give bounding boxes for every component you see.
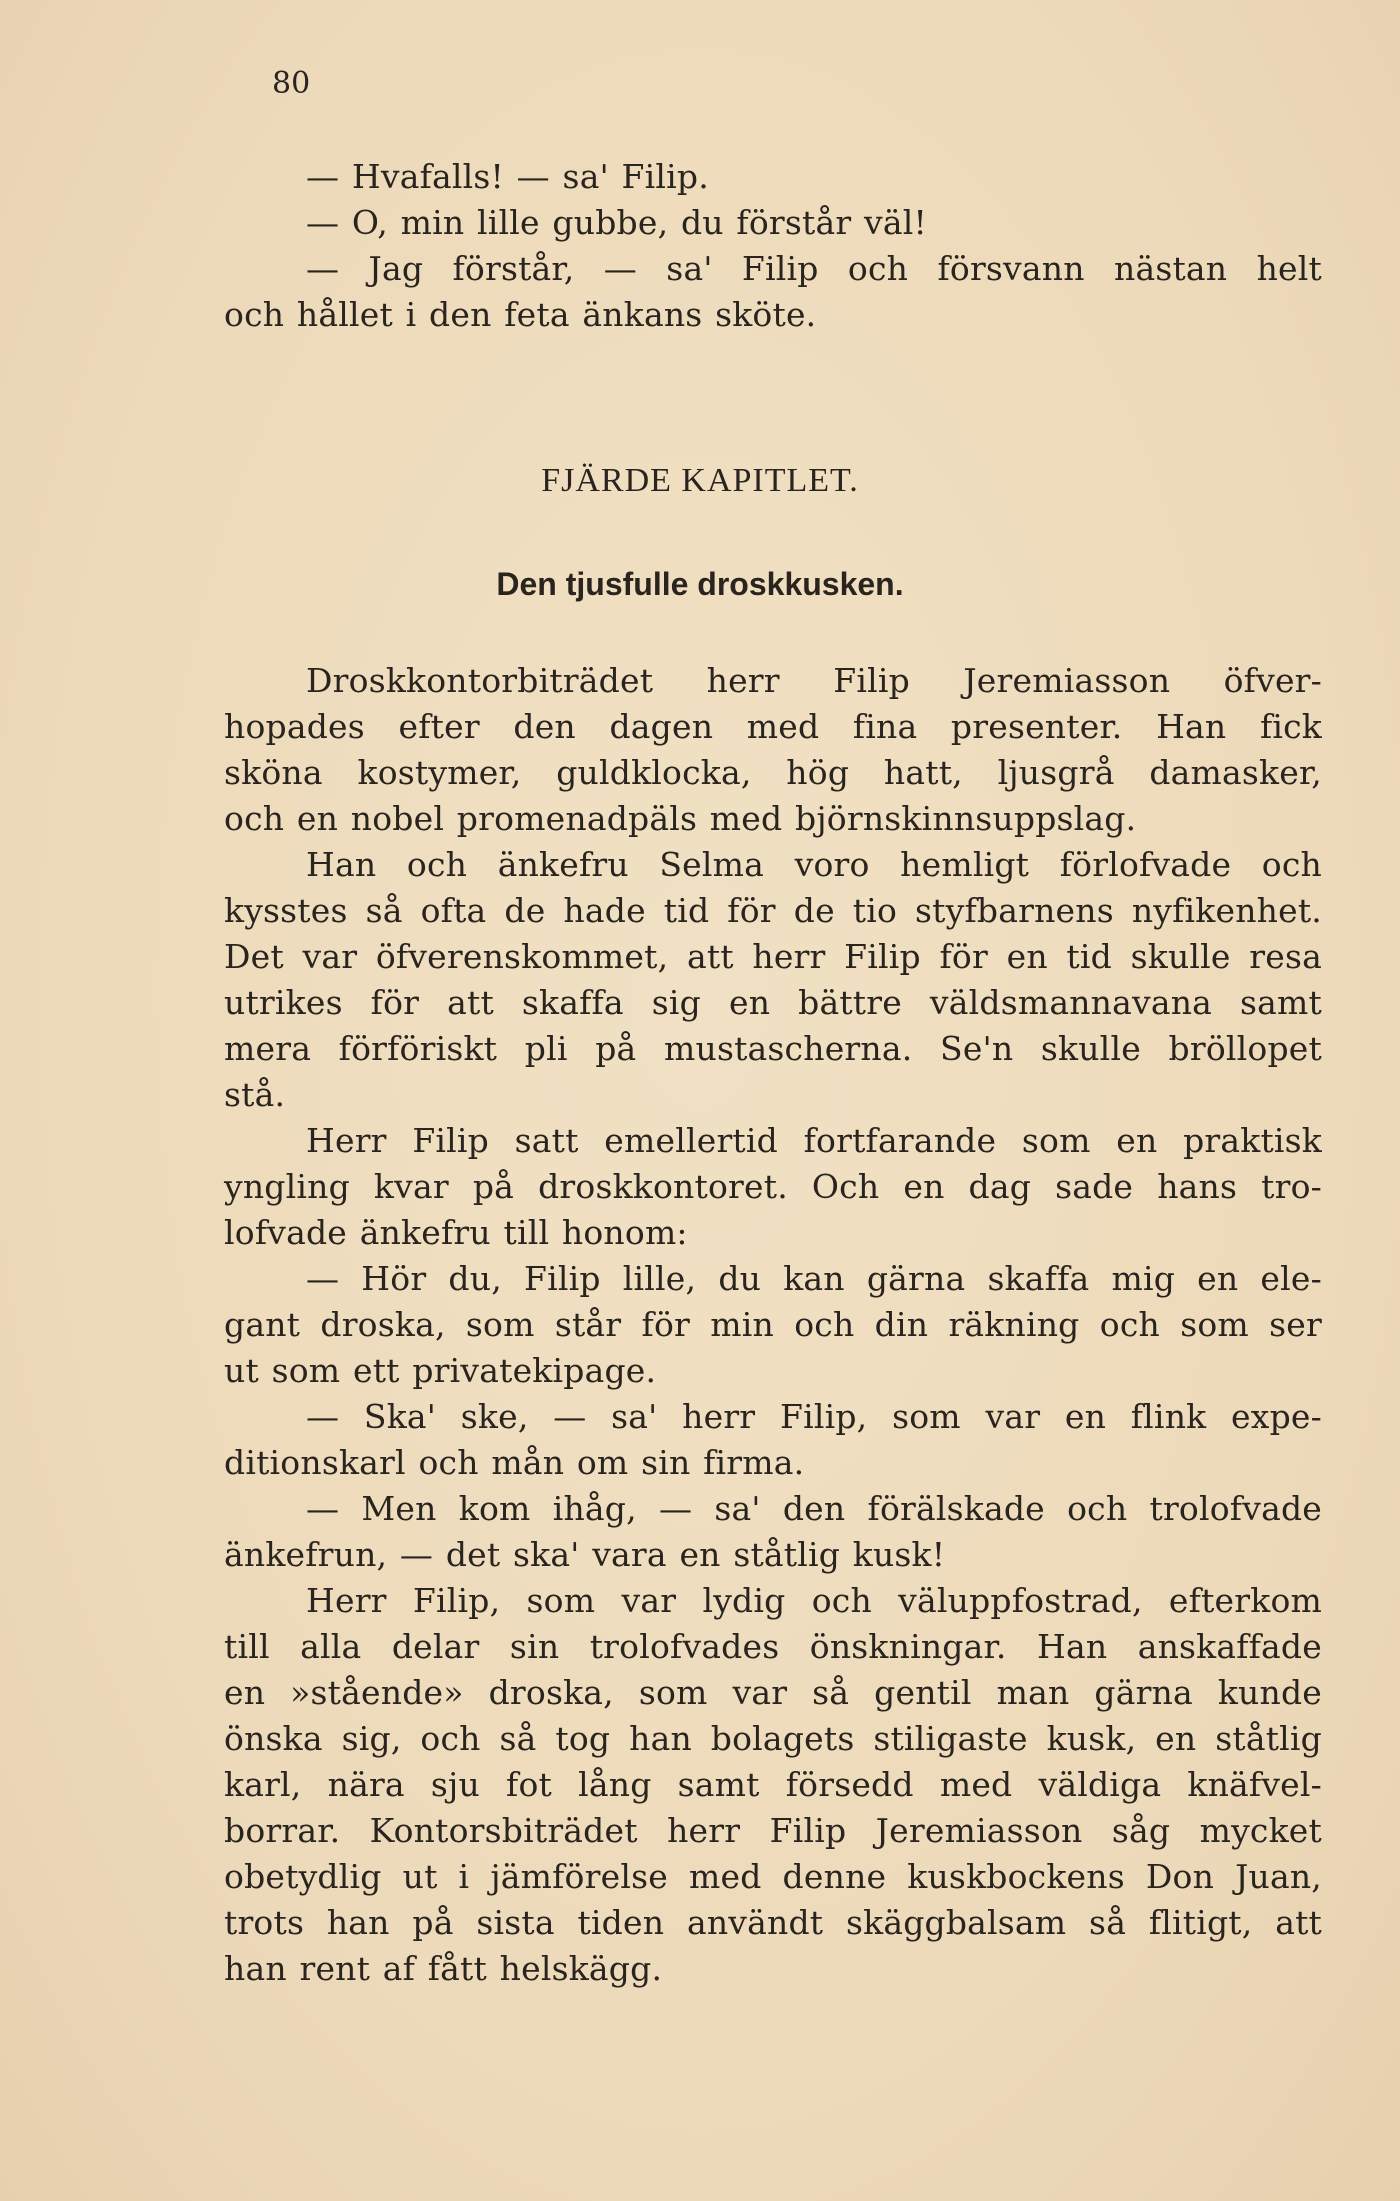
text-line: lofvade änkefru till honom:: [224, 1213, 688, 1252]
text-line: mera förföriskt pli på mustascherna. Se'n skulle bröllopet: [224, 1029, 1322, 1068]
text-line: borrar. Kontorsbiträdet herr Filip Jeremiasson såg mycket: [224, 1811, 1322, 1850]
text-line: Herr Filip satt emellertid fortfarande som en praktisk: [306, 1121, 1322, 1160]
text-line: — Ska' ske, — sa' herr Filip, som var en flink expe-: [306, 1397, 1322, 1436]
text-line: gant droska, som står för min och din räkning och som ser: [224, 1305, 1322, 1344]
text-line: trots han på sista tiden användt skäggbalsam så flitigt, att: [224, 1903, 1322, 1942]
text-line: stå.: [224, 1075, 286, 1114]
text-line: kysstes så ofta de hade tid för de tio styfbarnens nyfikenhet.: [224, 891, 1322, 930]
text-line: Herr Filip, som var lydig och väluppfostrad, efterkom: [306, 1581, 1322, 1620]
text-line: obetydlig ut i jämförelse med denne kuskbockens Don Juan,: [224, 1857, 1322, 1896]
text-line: yngling kvar på droskkontoret. Och en dag sade hans tro-: [224, 1167, 1322, 1206]
section-title: Den tjusfulle droskkusken.: [496, 566, 904, 602]
text-line: ditionskarl och mån om sin firma.: [224, 1443, 805, 1482]
chapter-title: FJÄRDE KAPITLET.: [541, 462, 859, 499]
text-line: änkefrun, — det ska' vara en ståtlig kusk!: [224, 1535, 946, 1574]
text-line: Droskkontorbiträdet herr Filip Jeremiasson öfver-: [306, 661, 1322, 700]
text-line: utrikes för att skaffa sig en bättre väldsmannavana samt: [224, 983, 1322, 1022]
text-line: — Hör du, Filip lille, du kan gärna skaffa mig en ele-: [306, 1259, 1322, 1298]
text-line: en »stående» droska, som var så gentil man gärna kunde: [224, 1673, 1322, 1712]
text-line: till alla delar sin trolofvades önskningar. Han anskaffade: [224, 1627, 1322, 1666]
text-line: Han och änkefru Selma voro hemligt förlofvade och: [306, 845, 1322, 884]
text-line: och en nobel promenadpäls med björnskinnsuppslag.: [224, 799, 1137, 838]
text-line: — Jag förstår, — sa' Filip och försvann nästan helt: [306, 249, 1322, 288]
text-line: — O, min lille gubbe, du förstår väl!: [306, 203, 927, 242]
text-line: och hållet i den feta änkans sköte.: [224, 295, 817, 334]
text-line: karl, nära sju fot lång samt försedd med väldiga knäfvel-: [224, 1765, 1322, 1804]
text-line: önska sig, och så tog han bolagets stiligaste kusk, en ståtlig: [224, 1719, 1322, 1758]
text-line: Det var öfverenskommet, att herr Filip för en tid skulle resa: [224, 937, 1322, 976]
dialogue-block: [224, 154, 1322, 338]
text-line: — Men kom ihåg, — sa' den förälskade och trolofvade: [306, 1489, 1322, 1528]
text-line: sköna kostymer, guldklocka, hög hatt, ljusgrå damasker,: [224, 753, 1322, 792]
text-line: ut som ett privatekipage.: [224, 1351, 657, 1390]
page-number: 80: [272, 66, 311, 101]
text-line: hopades efter den dagen med fina presenter. Han fick: [224, 707, 1322, 746]
text-line: han rent af fått helskägg.: [224, 1949, 663, 1988]
body-text: [224, 658, 1322, 1992]
text-line: — Hvafalls! — sa' Filip.: [306, 157, 709, 196]
